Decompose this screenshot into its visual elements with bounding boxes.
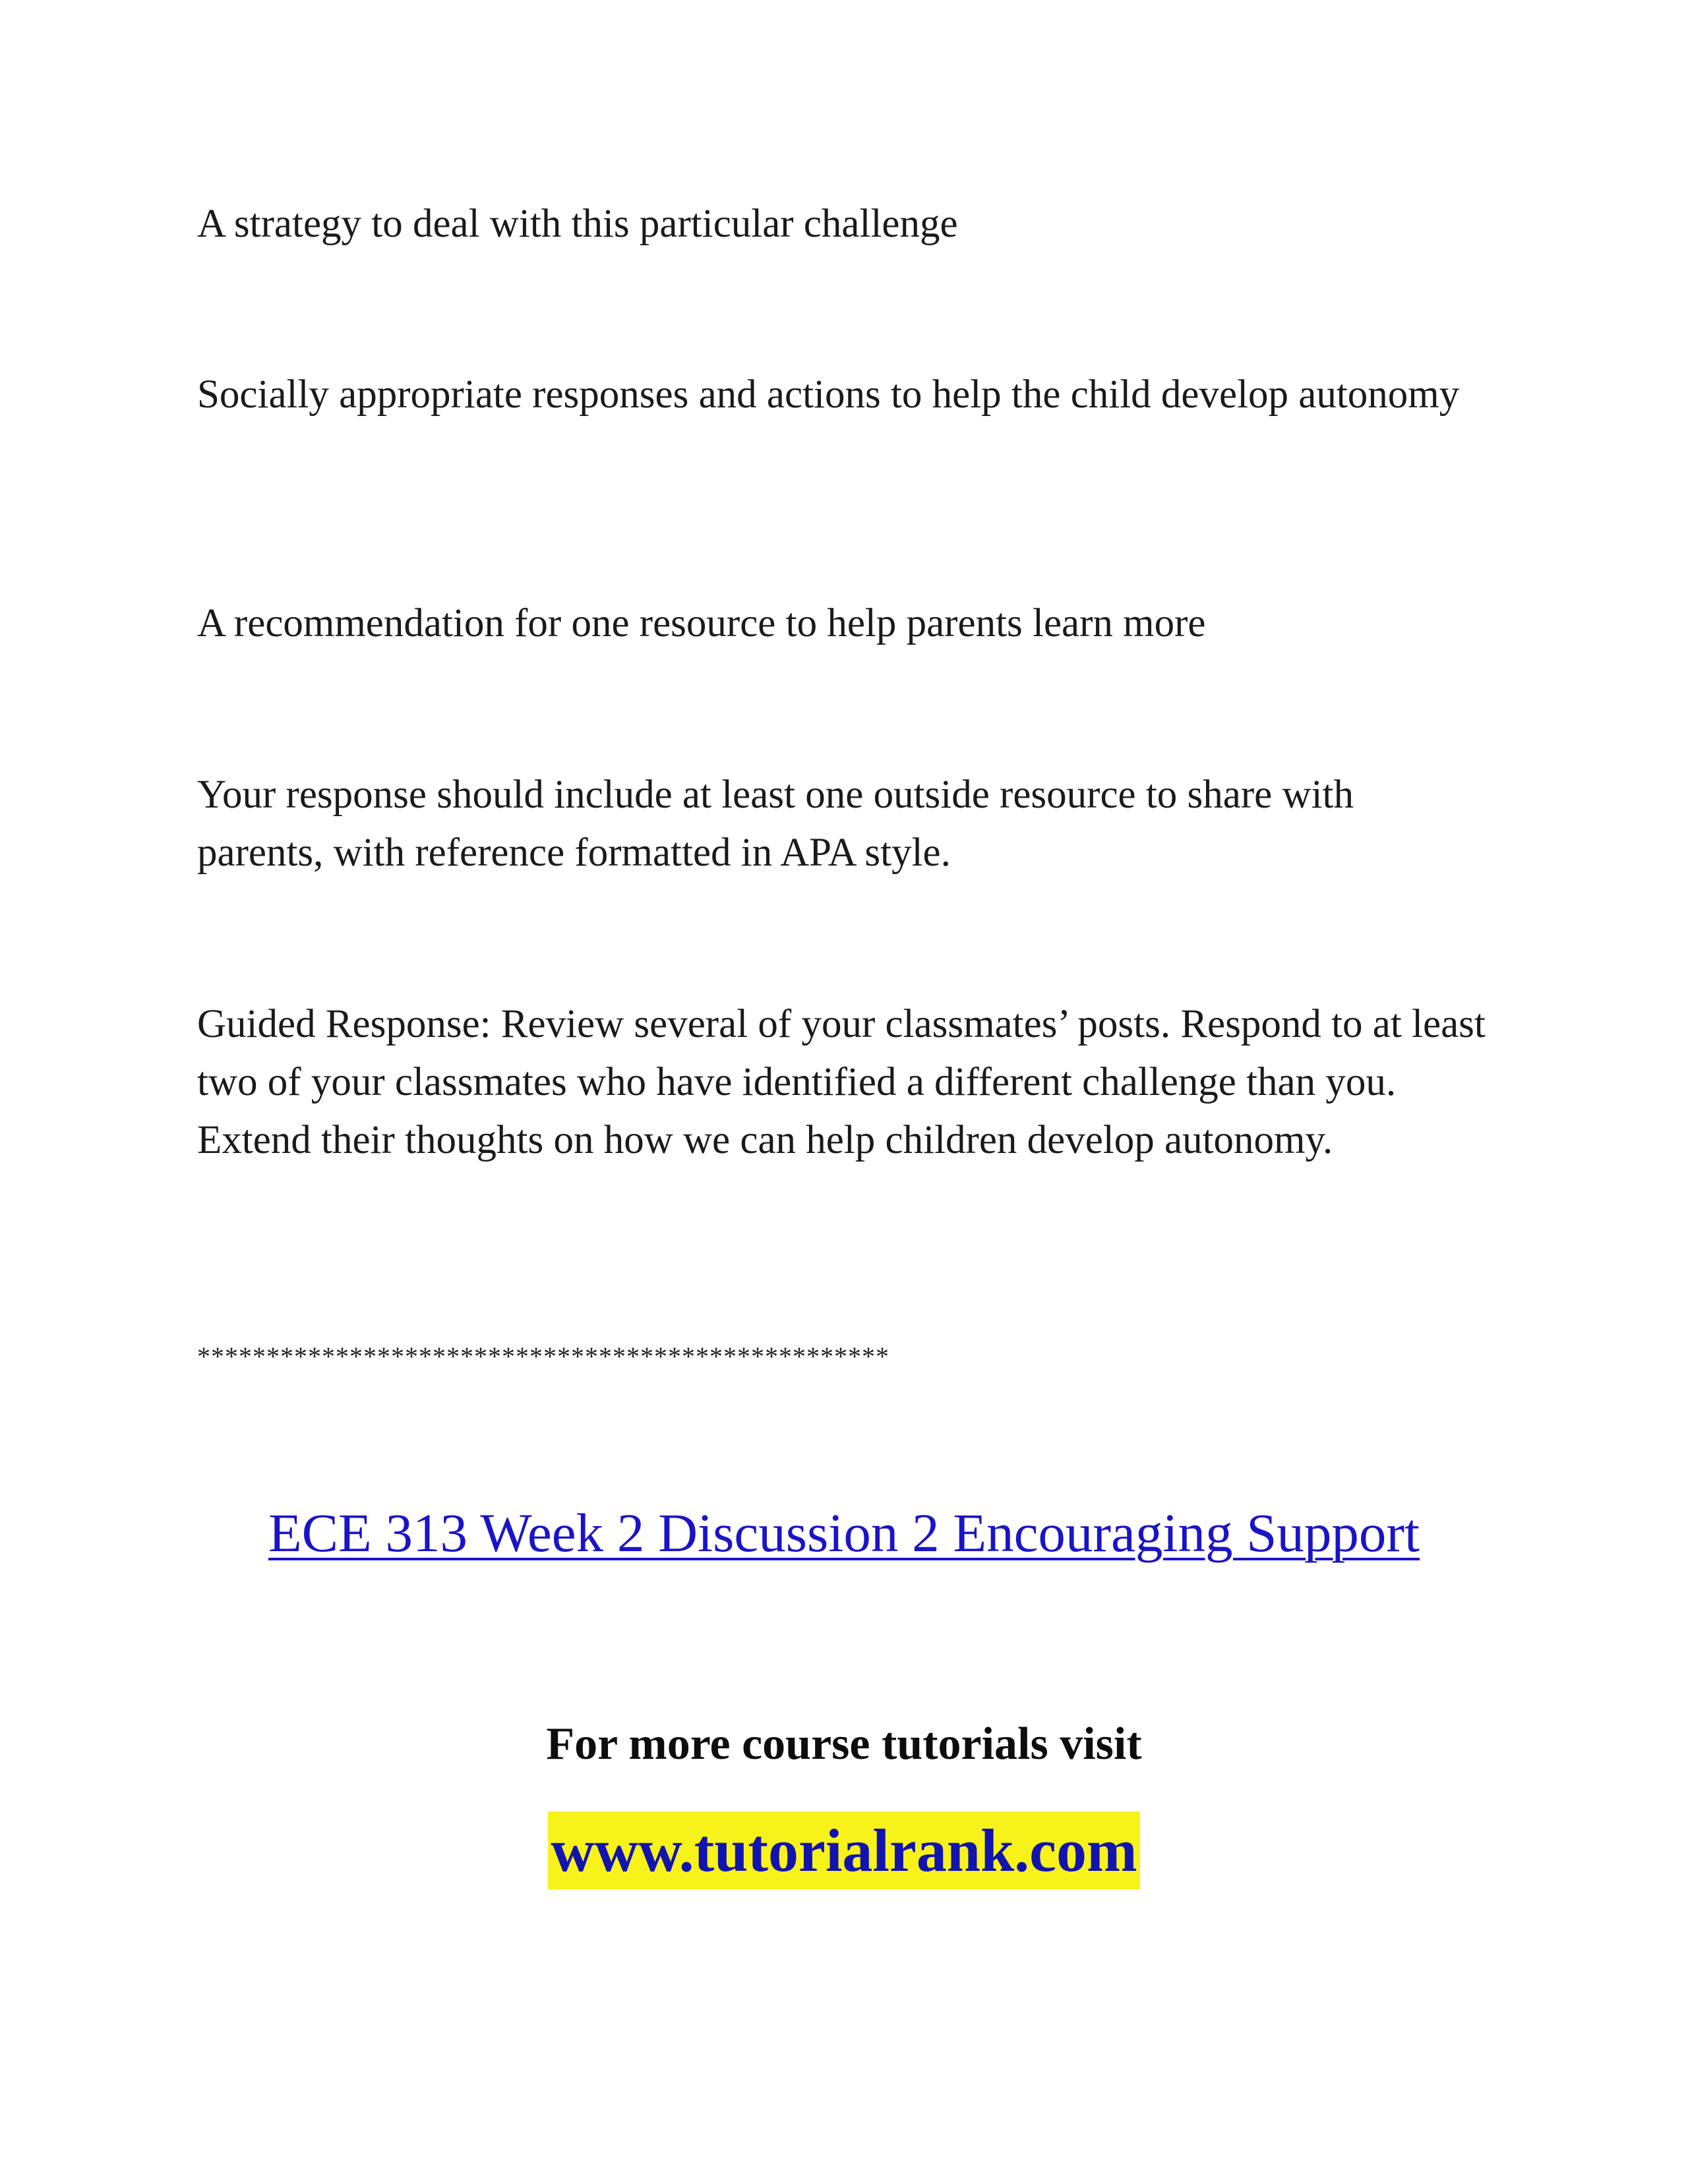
course-title-link[interactable]: ECE 313 Week 2 Discussion 2 Encouraging Support (268, 1502, 1420, 1563)
visit-heading: For more course tutorials visit (546, 1719, 1142, 1769)
paragraph-resource-recommendation: A recommendation for one resource to help parents learn more (197, 601, 1206, 645)
site-link-container (0, 1812, 1688, 1889)
paragraph-social-responses: Socially appropriate responses and actions to help the child develop autonomy (197, 372, 1460, 417)
website-link[interactable]: www.tutorialrank.com (548, 1812, 1139, 1889)
asterisk-separator: ************************************************** (197, 1342, 889, 1371)
paragraph-response-requirement: Your response should include at least one outside resource to share with parents, with reference formatted in APA style. (197, 773, 1354, 875)
paragraph-strategy: A strategy to deal with this particular challenge (197, 202, 958, 246)
paragraph-guided-response: Guided Response: Review several of your classmates’ posts. Respond to at least two of your classmates who have identified a different challenge than you. Extend their thoughts on how we can help children develop autonomy. (197, 1002, 1486, 1162)
